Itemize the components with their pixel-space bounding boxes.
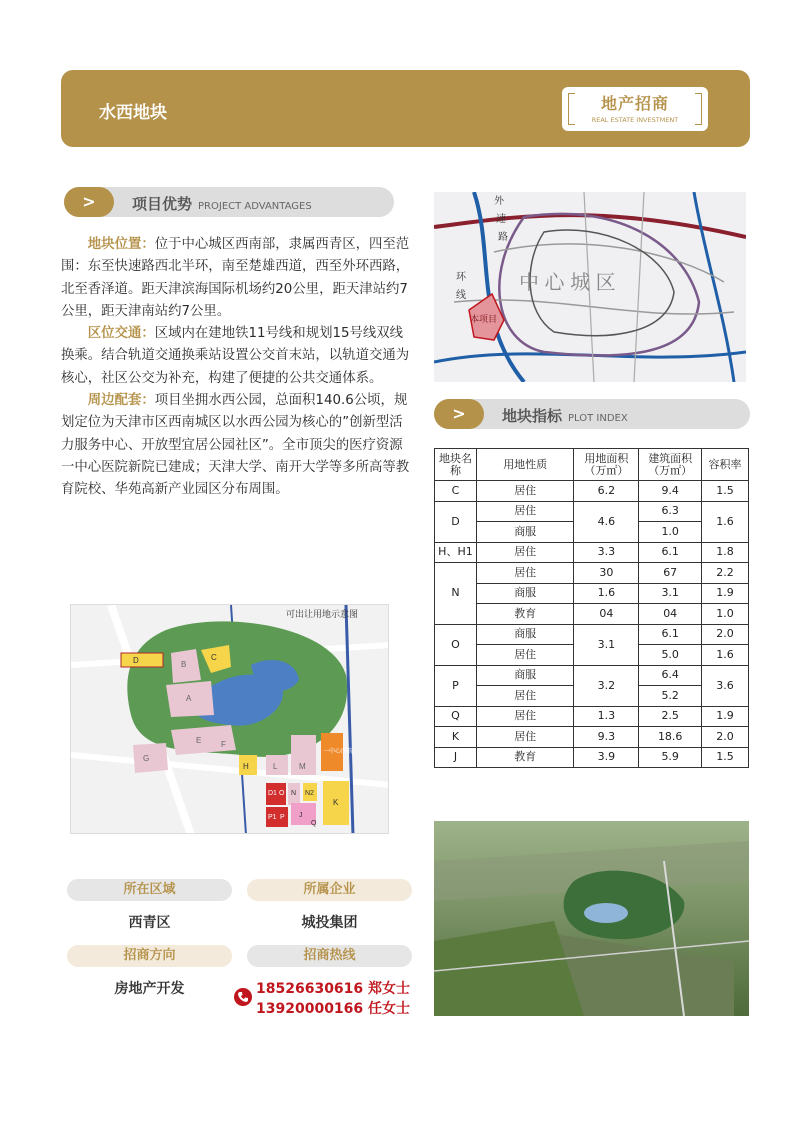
lot-label: M [299, 762, 306, 771]
lot-label: B [181, 660, 187, 669]
map-caption: 可出让用地示意图 [286, 609, 359, 619]
table-row: O 商服 3.1 6.1 2.0 [435, 624, 749, 645]
badge-subtitle: REAL ESTATE INVESTMENT [591, 116, 679, 124]
lot-label: L [273, 762, 278, 771]
company-value: 城投集团 [301, 915, 358, 931]
table-row: H、H1 居住 3.3 6.1 1.8 [435, 542, 749, 563]
lot-label: F [221, 740, 226, 749]
map-label: 外 [494, 196, 504, 207]
project-site-label: 本项目 [470, 314, 498, 324]
lot-label: Q [311, 820, 317, 827]
page-header [61, 70, 750, 147]
column-header: 容积率 [702, 449, 749, 481]
table-row: 教育 04 04 1.0 [435, 604, 749, 625]
land-plan-graphic [71, 605, 389, 834]
plot-index-header [434, 399, 750, 429]
lot-label: A [186, 694, 192, 703]
table-row: C 居住 6.2 9.4 1.5 [435, 481, 749, 502]
table-row: N 居住 30 67 2.2 [435, 563, 749, 584]
table-header-row [435, 449, 749, 481]
column-header: 用地面积（万㎡） [574, 449, 639, 481]
table-row: 商服 1.6 3.1 1.9 [435, 583, 749, 604]
map-label: 环 [456, 272, 466, 283]
plot-index-table [434, 448, 749, 768]
lot-label: E [196, 736, 202, 745]
lot-label: J [299, 812, 303, 819]
location-map [434, 192, 746, 382]
section-title: 地块指标 PLOT INDEX [502, 407, 628, 425]
company-label: 所属企业 [247, 879, 412, 901]
aerial-rendering [434, 821, 749, 1016]
location-paragraph: 地块位置：位于中心城区西南部，隶属西青区，四至范围：东至快速路西北半环，南至楚雄西道，西至外环西路，北至香泽道。距天津滨海国际机场约20公里，距天津站约7公里，距天津南站约7公里。 [61, 237, 410, 319]
lot-label: N2 [305, 790, 314, 797]
hotline-number[interactable]: 13920000166 任女士 [256, 1001, 411, 1017]
table-row: D 居住 4.6 6.3 1.6 [435, 501, 749, 522]
section-title: 项目优势 PROJECT ADVANTAGES [132, 195, 312, 213]
map-label: 路 [498, 232, 508, 243]
lot-label: D1 [268, 790, 277, 797]
project-advantages-header [64, 187, 394, 217]
phone-icon [234, 988, 252, 1006]
location-map-graphic [434, 192, 746, 382]
hospital-label: 一中心医院 [323, 749, 354, 755]
page-title: 水西地块 [99, 103, 167, 123]
table-row: J 教育 3.9 5.9 1.5 [435, 747, 749, 768]
lot-label: N [291, 790, 297, 797]
badge-title: 地产招商 [600, 94, 669, 113]
land-plan-map [70, 604, 389, 834]
region-value: 西青区 [128, 915, 171, 931]
map-label: 速 [496, 214, 506, 225]
table-row: P 商服 3.2 6.4 3.6 [435, 665, 749, 686]
region-label: 所在区域 [67, 879, 232, 901]
direction-value: 房地产开发 [114, 981, 185, 997]
aerial-image [434, 821, 749, 1016]
table-row: 商服 1.0 [435, 522, 749, 543]
center-district-label: 中 心 城 区 [519, 272, 616, 294]
lot-label: P [280, 814, 285, 821]
column-header: 地块名称 [435, 449, 477, 481]
arrow-icon: > [434, 399, 484, 429]
lot-label: D [133, 656, 139, 665]
direction-label: 招商方向 [67, 945, 232, 967]
surroundings-paragraph: 周边配套：项目坐拥水西公园，总面积140.6公顷，规划定位为天津市区西南城区以水西公园为核心的”创新型活力服务中心、开放型宜居公园社区”。全市顶尖的医疗资源一中心医院新院已建成；天津大学、南开大学等多所高等教育院校、华苑高新产业园区分布周围。 [61, 393, 410, 498]
table-row: K 居住 9.3 18.6 2.0 [435, 727, 749, 748]
real-estate-badge [562, 87, 708, 131]
map-label: 线 [456, 290, 466, 301]
lot-label: K [333, 798, 339, 807]
lot-label: P1 [268, 814, 277, 821]
column-header: 用地性质 [476, 449, 574, 481]
hotline-number[interactable]: 18526630616 郑女士 [256, 981, 411, 997]
lot-label: G [143, 754, 150, 763]
table-row: 居住 5.2 [435, 686, 749, 707]
lot-label: C [211, 653, 217, 662]
lot-label: H [243, 762, 249, 771]
arrow-icon: > [64, 187, 114, 217]
advantages-text [61, 234, 412, 502]
table-row: Q 居住 1.3 2.5 1.9 [435, 706, 749, 727]
column-header: 建筑面积（万㎡） [639, 449, 702, 481]
lot-label: O [279, 790, 285, 797]
hotline-label: 招商热线 [247, 945, 412, 967]
table-row: 居住 5.0 1.6 [435, 645, 749, 666]
traffic-paragraph: 区位交通：区域内在建地铁11号线和规划15号线双线换乘。结合轨道交通换乘站设置公交首末站，以轨道交通为核心，社区公交为补充，构建了便捷的公共交通体系。 [61, 326, 410, 386]
